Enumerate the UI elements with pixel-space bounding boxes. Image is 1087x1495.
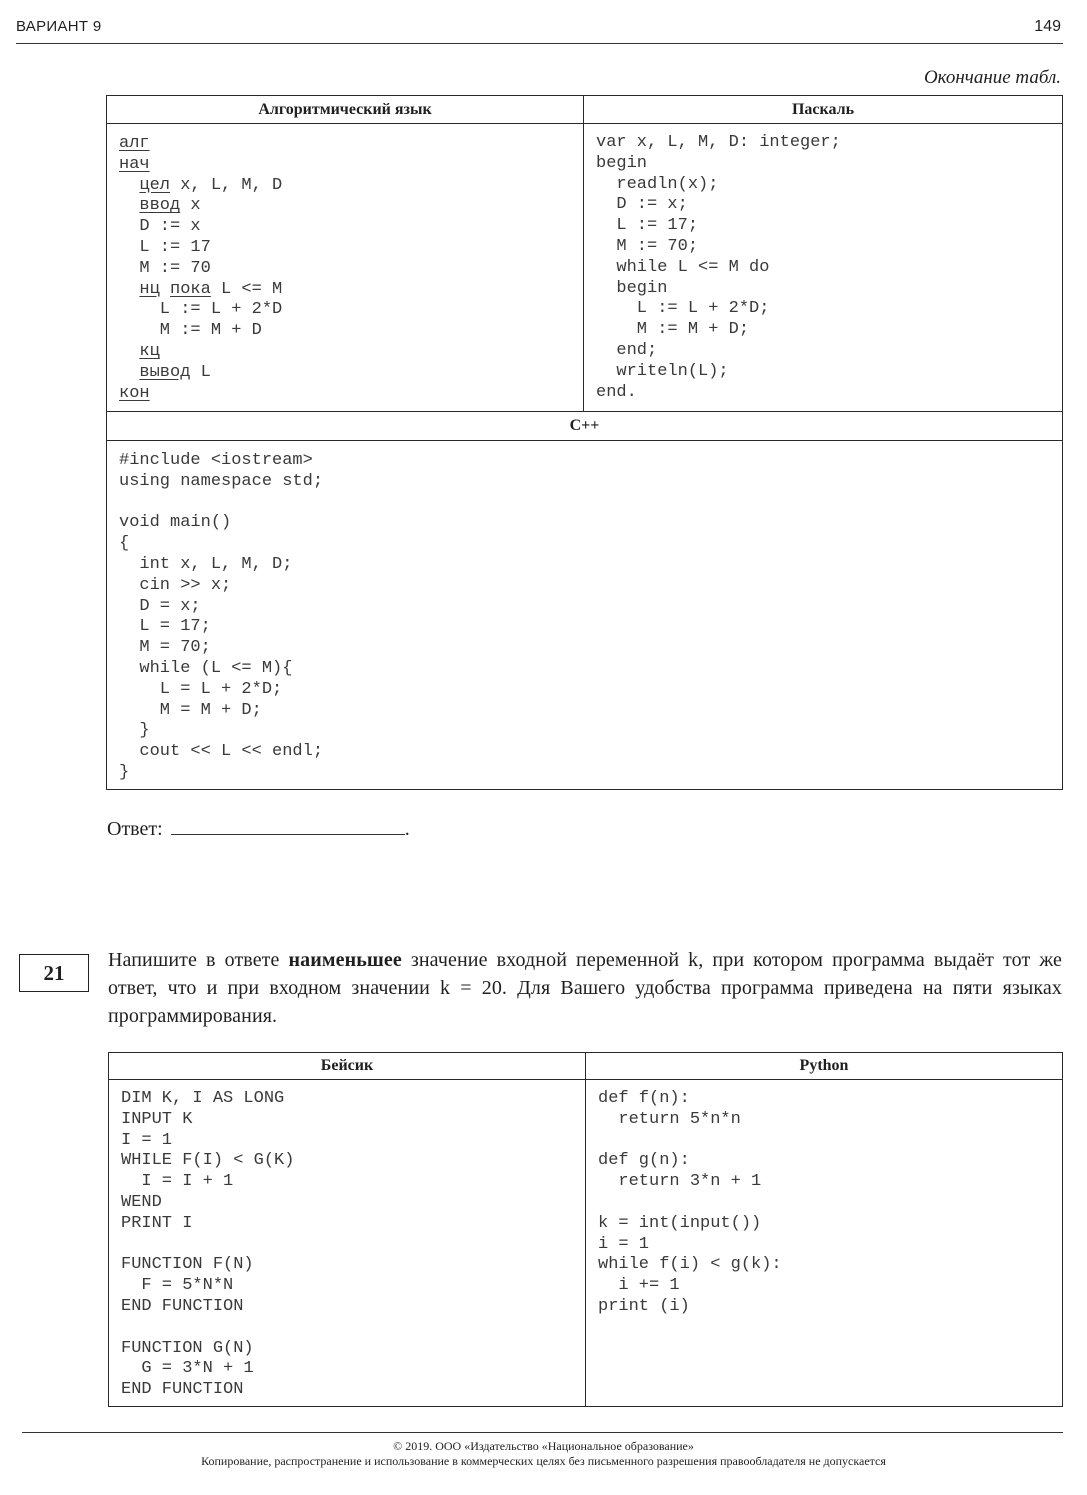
- algo-code-text: M := 70: [119, 258, 211, 278]
- pascal-line: M := 70;: [596, 236, 699, 256]
- python-line: return 5*n*n: [598, 1109, 741, 1129]
- code-table-1: [106, 95, 1063, 790]
- algo-keyword: нач: [119, 154, 150, 174]
- basic-line: WEND: [121, 1192, 162, 1212]
- pascal-line: while L <= M do: [596, 257, 770, 277]
- python-line: k = int(input()): [598, 1213, 762, 1233]
- cpp-line: }: [119, 762, 130, 782]
- python-line: i = 1: [598, 1234, 650, 1254]
- cpp-line: L = 17;: [119, 617, 211, 637]
- header-pascal: Паскаль: [584, 96, 1063, 124]
- header-rule: [16, 43, 1063, 44]
- basic-line: FUNCTION G(N): [121, 1338, 254, 1358]
- answer-end: .: [404, 818, 410, 840]
- algo-keyword: вывод: [139, 362, 191, 382]
- footer-notice: Копирование, распространение и использование в коммерческих целях без письменного разрешения правообладателя не допускается: [201, 1454, 886, 1468]
- variant-label: ВАРИАНТ 9: [16, 18, 102, 35]
- cpp-line: cout << L << endl;: [119, 742, 324, 762]
- header-cpp: C++: [107, 412, 1063, 441]
- footer-copyright: © 2019. ООО «Издательство «Национальное образование»: [393, 1439, 694, 1453]
- question-text-before: Напишите в ответе: [108, 949, 289, 971]
- pascal-line: L := 17;: [596, 216, 699, 236]
- pascal-line: D := x;: [596, 195, 688, 215]
- algo-line: [119, 155, 583, 176]
- pascal-line: begin: [596, 153, 648, 173]
- cpp-line: int x, L, M, D;: [119, 554, 293, 574]
- algo-line: [119, 342, 583, 363]
- algo-code-text: [119, 363, 139, 382]
- algo-line: [119, 321, 583, 342]
- answer-label: Ответ:: [107, 818, 163, 840]
- answer-row: [107, 816, 410, 841]
- algo-keyword: пока: [170, 279, 211, 299]
- python-code-cell: [586, 1080, 1063, 1407]
- answer-blank[interactable]: [171, 816, 405, 835]
- algo-code-text: [160, 280, 170, 299]
- pascal-line: var x, L, M, D: integer;: [596, 133, 841, 152]
- algo-line: [119, 238, 583, 259]
- python-line: [598, 1131, 1062, 1152]
- code-table-2: [108, 1052, 1063, 1407]
- algo-line: [119, 217, 583, 238]
- basic-line: F = 5*N*N: [121, 1276, 234, 1296]
- python-line: while f(i) < g(k):: [598, 1255, 782, 1275]
- algo-code-text: [119, 176, 139, 195]
- algo-line: [119, 384, 583, 405]
- algo-code-text: [119, 280, 139, 299]
- pascal-line: end;: [596, 340, 658, 360]
- pascal-line: begin: [596, 278, 668, 298]
- cpp-line: void main(): [119, 513, 232, 533]
- basic-line: END FUNCTION: [121, 1296, 244, 1316]
- algo-code-text: L := 17: [119, 237, 211, 257]
- algo-keyword: ввод: [139, 196, 181, 216]
- basic-line: G = 3*N + 1: [121, 1359, 254, 1379]
- algo-code-text: D := x: [119, 217, 201, 237]
- algo-code-text: [119, 342, 139, 361]
- cpp-code: [107, 441, 1062, 784]
- header-algo: Алгоритмический язык: [107, 96, 584, 124]
- question-text: [108, 946, 1062, 1030]
- pascal-line: end.: [596, 382, 637, 402]
- cpp-line: L = L + 2*D;: [119, 679, 283, 699]
- cpp-line: D = x;: [119, 596, 201, 616]
- python-code: [586, 1080, 1062, 1318]
- pascal-line: M := M + D;: [596, 320, 750, 340]
- basic-line: FUNCTION F(N): [121, 1255, 254, 1275]
- basic-line: WHILE F(I) < G(K): [121, 1151, 295, 1171]
- algo-code-cell: [107, 124, 584, 412]
- algo-code-text: x: [180, 196, 201, 216]
- algo-code-text: L: [190, 362, 211, 382]
- page-number: 149: [1034, 18, 1061, 35]
- basic-line: [121, 1318, 585, 1339]
- algo-code: [107, 124, 583, 404]
- cpp-line: cin >> x;: [119, 575, 232, 595]
- question-text-after: значение входной переменной k, при котором программа выдаёт тот же ответ, что и при входном значении k = 20. Для Вашего удобства программа приведена на пяти языках программирования.: [108, 949, 1062, 1027]
- header-basic: Бейсик: [109, 1053, 586, 1080]
- algo-code-text: M := M + D: [119, 321, 262, 341]
- python-line: i += 1: [598, 1276, 680, 1296]
- footer-rule: [22, 1432, 1063, 1433]
- table-continuation-note: Окончание табл.: [923, 67, 1061, 88]
- algo-line: [119, 363, 583, 384]
- algo-line: [119, 196, 583, 217]
- cpp-line: M = M + D;: [119, 700, 262, 720]
- python-line: [598, 1193, 1062, 1214]
- cpp-line: }: [119, 721, 150, 741]
- algo-keyword: нц: [139, 279, 160, 299]
- pascal-line: readln(x);: [596, 174, 719, 194]
- basic-code-cell: [109, 1080, 586, 1407]
- basic-line: END FUNCTION: [121, 1380, 244, 1400]
- pascal-code: [584, 124, 1062, 403]
- algo-code-text: x, L, M, D: [170, 175, 283, 195]
- python-line: print (i): [598, 1296, 690, 1316]
- cpp-line: using namespace std;: [119, 471, 324, 491]
- pascal-line: L := L + 2*D;: [596, 299, 770, 319]
- basic-line: I = 1: [121, 1130, 173, 1150]
- basic-line: [121, 1235, 585, 1256]
- basic-line: INPUT K: [121, 1109, 193, 1129]
- basic-code: [109, 1080, 585, 1401]
- algo-line: [119, 280, 583, 301]
- python-line: return 3*n + 1: [598, 1172, 762, 1192]
- algo-keyword: алг: [119, 134, 150, 153]
- algo-code-text: L <= M: [210, 279, 283, 299]
- algo-keyword: цел: [139, 175, 171, 195]
- algo-line: [119, 300, 583, 321]
- cpp-line: [119, 493, 1062, 514]
- algo-code-text: L := L + 2*D: [119, 300, 283, 320]
- cpp-line: M = 70;: [119, 638, 211, 658]
- basic-line: PRINT I: [121, 1213, 193, 1233]
- pascal-line: writeln(L);: [596, 361, 729, 381]
- basic-line: I = I + 1: [121, 1172, 234, 1192]
- question-number: 21: [19, 954, 89, 992]
- cpp-line: while (L <= M){: [119, 658, 293, 678]
- python-line: def f(n):: [598, 1089, 690, 1108]
- algo-keyword: кон: [119, 383, 150, 403]
- cpp-line: #include <iostream>: [119, 451, 313, 470]
- cpp-line: {: [119, 534, 130, 554]
- algo-line: [119, 176, 583, 197]
- cpp-code-cell: [107, 441, 1063, 790]
- algo-code-text: [119, 196, 139, 215]
- python-line: def g(n):: [598, 1151, 690, 1171]
- algo-line: [119, 134, 583, 155]
- algo-line: [119, 259, 583, 280]
- pascal-code-cell: [584, 124, 1063, 412]
- header-python: Python: [586, 1053, 1063, 1080]
- algo-keyword: кц: [139, 341, 160, 361]
- question-text-bold: наименьшее: [288, 949, 402, 971]
- basic-line: DIM K, I AS LONG: [121, 1089, 285, 1108]
